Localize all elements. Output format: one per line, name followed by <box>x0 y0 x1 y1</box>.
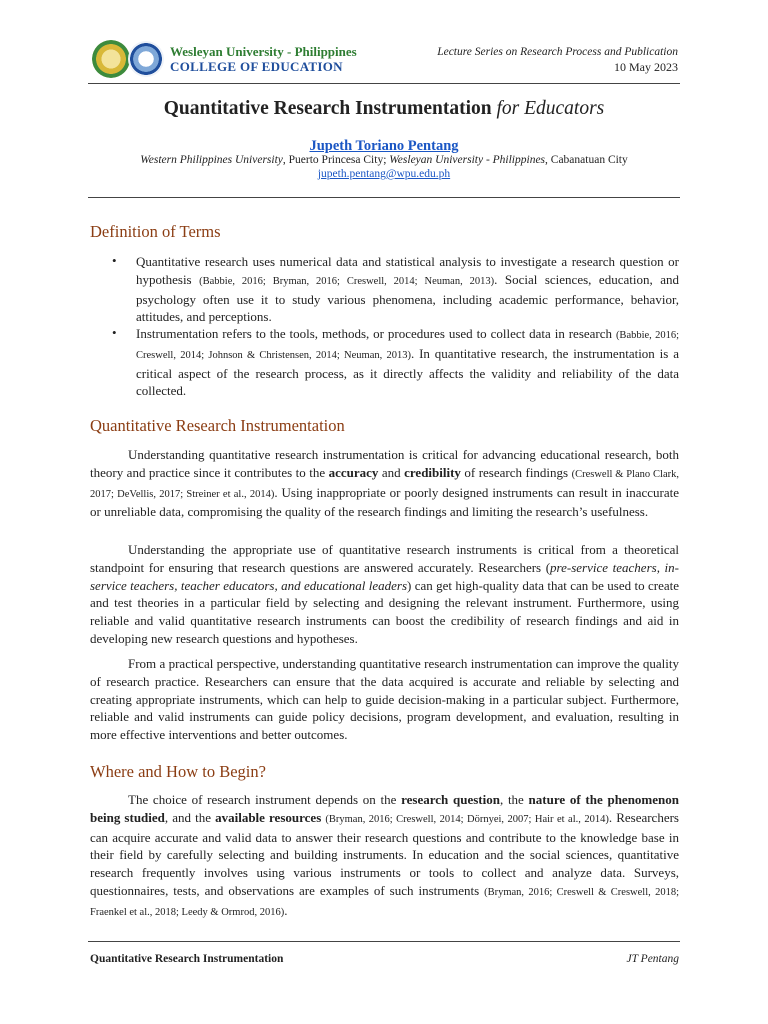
bullet-icon: • <box>112 325 117 340</box>
affil2-loc: , Cabanatuan City <box>545 154 628 166</box>
footer-title: Quantitative Research Instrumentation <box>90 953 284 965</box>
title-suffix: for Educators <box>496 98 605 119</box>
instrumentation-paragraph-1: Understanding quantitative research instrumentation is critical for advancing educational research, both theory and practice since it contributes to the accuracy and credibility of research findings (Creswell & Plano Clark, 2017; DeVellis, 2017; Streiner et al., 2014). Using inappropriate or poorly designed instruments can result in inaccurate or unreliable data, compromising the quality of the research findings and limiting the research’s usefulness. <box>90 447 679 520</box>
definition-bullet-1: Quantitative research uses numerical data and statistical analysis to investigate a research question or hypothesis (Babbie, 2016; Bryman, 2016; Creswell, 2014; Neuman, 2013). Social sciences, education, and psychology often use it to study various phenomena, including academic performance, behavior, attitudes, and perceptions. <box>136 254 679 325</box>
bullet-icon: • <box>112 253 117 268</box>
lecture-date: 10 May 2023 <box>614 60 678 74</box>
header-divider <box>88 83 680 84</box>
author-name[interactable]: Jupeth Toriano Pentang <box>309 138 459 154</box>
section-heading-instrumentation: Quantitative Research Instrumentation <box>90 416 345 435</box>
instrumentation-paragraph-3: From a practical perspective, understanding quantitative research instrumentation can improve the quality of research practice. Researchers can ensure that the data acquired is accurate and reliable by selecting and creating appropriate instruments, which can help to guide decision-making in a particular subject. Furthermore, reliable and valid instruments can guide policy decisions, program development, and evaluation, resulting in more effective interventions and better outcomes. <box>90 656 679 743</box>
instrumentation-paragraph-2: Understanding the appropriate use of quantitative research instruments is critical from a theoretical standpoint for ensuring that research questions are answered accurately. Researchers (pre-service teachers, in-service teachers, teacher educators, and educational leaders) can get high-quality data that can be used to create and test theories in a particular field by selecting and designing the relevant instrument. Furthermore, using reliable and valid quantitative research instruments can boost the credibility of research findings and aid in developing new research questions and hypotheses. <box>90 542 679 646</box>
title-divider <box>88 197 680 198</box>
university-seal-icon <box>92 40 130 78</box>
section-heading-definition: Definition of Terms <box>90 222 221 241</box>
footer-author: JT Pentang <box>626 953 679 965</box>
affil2-inst: Wesleyan University - Philippines <box>389 154 546 166</box>
author-email[interactable]: jupeth.pentang@wpu.edu.ph <box>317 168 451 180</box>
college-name: COLLEGE OF EDUCATION <box>170 59 343 74</box>
definition-bullet-2: Instrumentation refers to the tools, methods, or procedures used to collect data in research (Babbie, 2016; Creswell, 2014; Johnson & Christensen, 2014; Neuman, 2013). In quantitative research, the instrumentation is a critical aspect of the research process, as it directly affects the validity and reliability of the data collected. <box>136 326 679 399</box>
lecture-series: Lecture Series on Research Process and Publication <box>437 46 678 58</box>
affil1-inst: Western Philippines University <box>140 154 283 166</box>
begin-paragraph: The choice of research instrument depends on the research question, the nature of the phenomenon being studied, and the available resources (Bryman, 2016; Creswell, 2014; Dörnyei, 2007; Hair et al., 2014). Researchers can acquire accurate and valid data to answer their research questions and contribute to the knowledge base in their field by carefully selecting and building instruments. In education and the social sciences, quantitative research frequently involves using various instruments or tools to collect and analyze data. Surveys, questionnaires, tests, and observations are examples of such instruments (Bryman, 2016; Creswell & Creswell, 2018; Fraenkel et al., 2018; Leedy & Ormrod, 2016). <box>90 792 679 918</box>
section-heading-begin: Where and How to Begin? <box>90 762 266 781</box>
author-affiliation <box>0 154 768 166</box>
title-main: Quantitative Research Instrumentation <box>163 98 492 119</box>
footer-divider <box>88 941 680 942</box>
university-name: Wesleyan University - Philippines <box>170 44 357 59</box>
college-seal-icon <box>128 41 164 77</box>
affil1-loc: , Puerto Princesa City; <box>282 154 390 166</box>
page-title <box>0 98 768 120</box>
